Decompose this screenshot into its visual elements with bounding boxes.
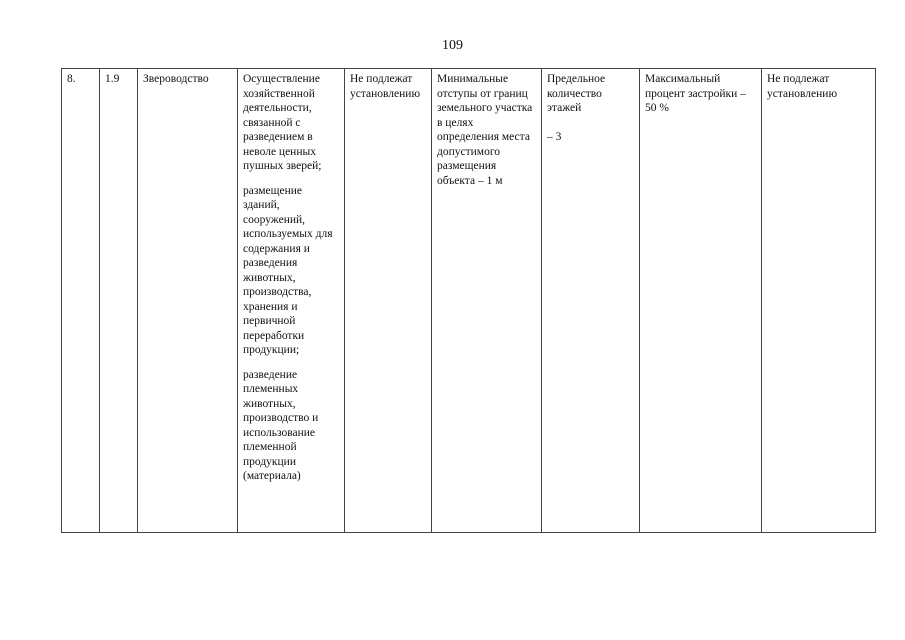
page-number: 109 — [442, 38, 463, 53]
description-paragraph: Осуществление хозяйственной деятельности, связанной с разведением в неволе ценных пушных зверей; — [243, 73, 322, 172]
row-number: 8. — [67, 73, 76, 85]
zoning-table — [61, 68, 876, 533]
description-paragraph: размещение зданий, сооружений, используемых для содержания и разведения животных, производства, хранения и первичной переработки продукции; — [243, 184, 333, 356]
description-cell — [238, 69, 345, 533]
floors-cell — [542, 69, 640, 533]
use-name-cell — [138, 69, 238, 533]
coverage-cell — [640, 69, 762, 533]
floors-value: – 3 — [547, 130, 562, 143]
setbacks-cell — [432, 69, 542, 533]
other-text: Не подлежат установлению — [767, 73, 838, 100]
plot-size-cell — [345, 69, 432, 533]
code-cell — [100, 69, 138, 533]
use-code: 1.9 — [105, 73, 120, 85]
floors-label: Предельное количество этажей — [547, 73, 606, 114]
description-paragraph: разведение племенных животных, производство и использование племенной продукции (материала) — [243, 368, 319, 482]
table-row — [62, 69, 876, 533]
plot-size-text: Не подлежат установлению — [350, 73, 421, 100]
other-cell — [762, 69, 876, 533]
coverage-text: Максимальный процент застройки – 50 % — [645, 73, 746, 114]
row-number-cell — [62, 69, 100, 533]
use-name: Звероводство — [143, 73, 209, 85]
setbacks-text: Минимальные отступы от границ земельного участка в целях определения места допустимого размещения объекта – 1 м — [437, 73, 533, 187]
